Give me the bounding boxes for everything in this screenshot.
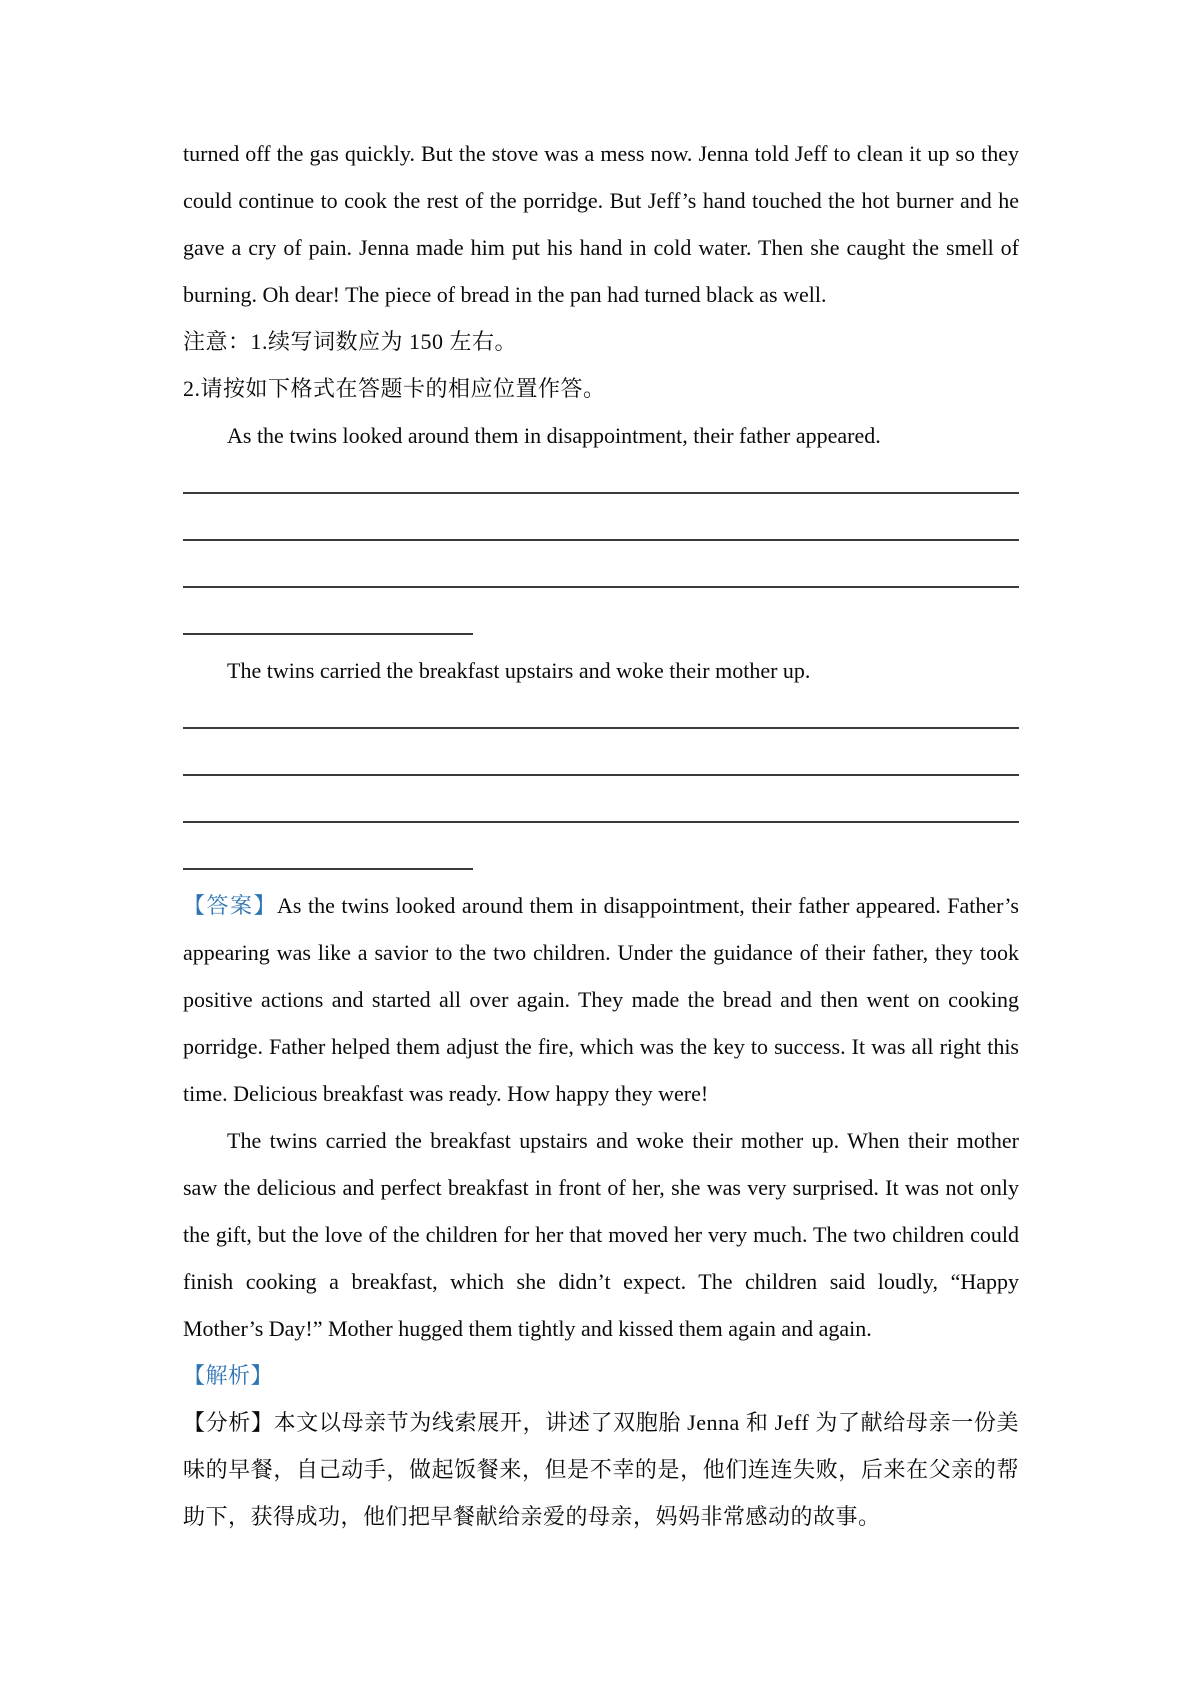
writing-rule-short xyxy=(183,633,473,635)
writing-rule xyxy=(183,586,1019,588)
writing-rule xyxy=(183,492,1019,494)
analysis-section-label: 【解析】 xyxy=(183,1363,274,1388)
answer-writing-line xyxy=(183,694,1019,741)
writing-rule xyxy=(183,539,1019,541)
answer-paragraph-1 xyxy=(183,882,1019,1117)
answer-paragraph-1-text: As the twins looked around them in disappointment, their father appeared. Father’s appearing was like a savior to the two children. Under the guidance of their father, they took positive actions and started all over again. They made the bread and then went on cooking porridge. Father helped them adjust the fire, which was the key to success. It was all right this time. Delicious breakfast was ready. How happy they were! xyxy=(183,893,1019,1106)
answer-writing-line-short xyxy=(183,835,1019,882)
analysis-paragraph xyxy=(183,1399,1019,1540)
story-intro-paragraph: turned off the gas quickly. But the stove was a mess now. Jenna told Jeff to clean it up so they could continue to cook the rest of the porridge. But Jeff’s hand touched the hot burner and he gave a cry of pain. Jenna made him put his hand in cold water. Then she caught the smell of burning. Oh dear! The piece of bread in the pan had turned black as well. xyxy=(183,141,1019,307)
prompt-sentence-1: As the twins looked around them in disappointment, their father appeared. xyxy=(227,423,881,448)
writing-rule xyxy=(183,821,1019,823)
writing-lines-group-1 xyxy=(183,459,1019,647)
answer-label: 【答案】 xyxy=(183,893,278,918)
answer-writing-line xyxy=(183,506,1019,553)
answer-paragraph-2: The twins carried the breakfast upstairs and woke their mother up. When their mother saw the delicious and perfect breakfast in front of her, she was very surprised. It was not only the gift, but the love of the children for her that moved her very much. The two children could finish cooking a breakfast, which she didn’t expect. The children said loudly, “Happy Mother’s Day!” Mother hugged them tightly and kissed them again and again. xyxy=(183,1128,1019,1341)
answer-writing-line xyxy=(183,741,1019,788)
note-line-2: 2.请按如下格式在答题卡的相应位置作答。 xyxy=(183,376,606,401)
analysis-detail-label: 【分析】 xyxy=(183,1410,274,1435)
answer-writing-line xyxy=(183,459,1019,506)
answer-writing-line-short xyxy=(183,600,1019,647)
answer-writing-line xyxy=(183,553,1019,600)
writing-rule xyxy=(183,727,1019,729)
answer-writing-line xyxy=(183,788,1019,835)
note-line-1: 注意：1.续写词数应为 150 左右。 xyxy=(183,329,518,354)
writing-lines-group-2 xyxy=(183,694,1019,882)
writing-rule-short xyxy=(183,868,473,870)
prompt-sentence-2: The twins carried the breakfast upstairs and woke their mother up. xyxy=(227,658,811,683)
writing-rule xyxy=(183,774,1019,776)
analysis-detail-text: 本文以母亲节为线索展开，讲述了双胞胎 Jenna 和 Jeff 为了献给母亲一份美味的早餐，自己动手，做起饭餐来，但是不幸的是，他们连连失败，后来在父亲的帮助下，获得成功，他们把早餐献给亲爱的母亲，妈妈非常感动的故事。 xyxy=(183,1410,1019,1529)
